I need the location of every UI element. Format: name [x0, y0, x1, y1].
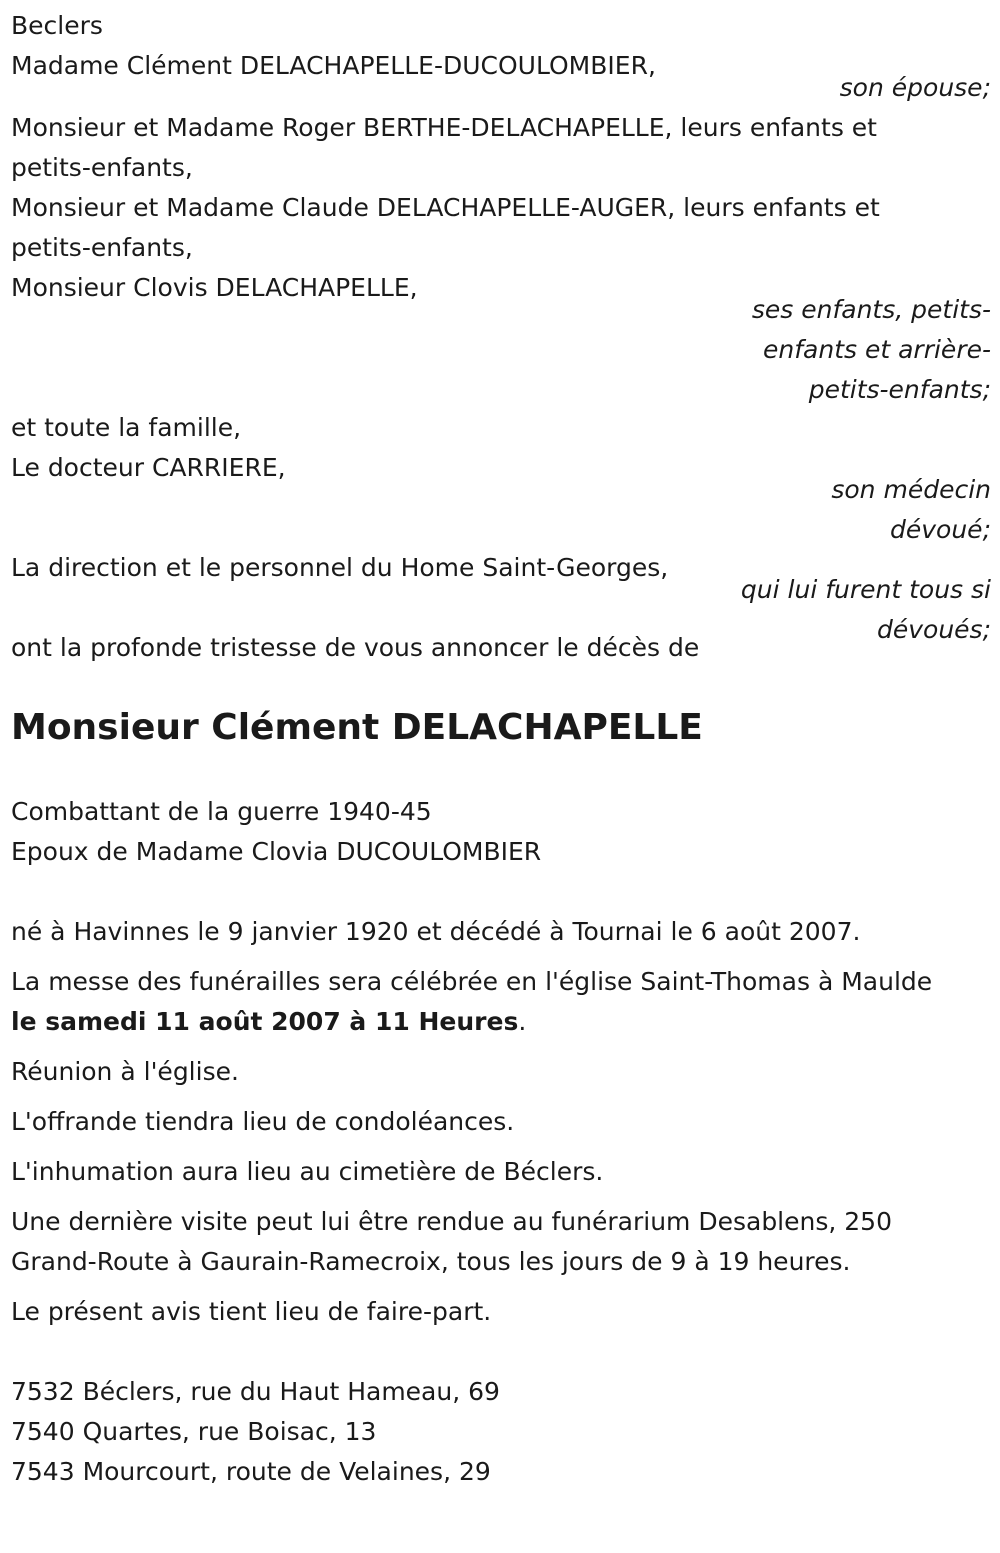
- child3: Monsieur Clovis DELACHAPELLE,: [11, 273, 418, 302]
- home-staff-row: [11, 548, 991, 644]
- children-role-line2: enfants et arrière-: [763, 335, 991, 364]
- spacer: [11, 872, 991, 912]
- home-staff: La direction et le personnel du Home Saint-Georges,: [11, 553, 669, 582]
- address-list: [11, 1372, 991, 1492]
- child1-line2: petits-enfants,: [11, 153, 193, 182]
- home-role-line1: qui lui furent tous si: [740, 575, 991, 604]
- doctor-role-line1: son médecin: [831, 475, 991, 504]
- visit-paragraph: [11, 1202, 991, 1282]
- obituary-notice: [11, 6, 991, 1492]
- header-town: Beclers: [11, 11, 103, 40]
- burial: L'inhumation aura lieu au cimetière de Béclers.: [11, 1157, 604, 1186]
- notice: Le présent avis tient lieu de faire-part.: [11, 1297, 492, 1326]
- birth-death: né à Havinnes le 9 janvier 1920 et décédé à Tournai le 6 août 2007.: [11, 917, 861, 946]
- children-role: [11, 290, 991, 410]
- mass-date: le samedi 11 août 2007 à 11 Heures: [11, 1007, 519, 1036]
- visit-line2: Grand-Route à Gaurain-Ramecroix, tous les jours de 9 à 19 heures.: [11, 1247, 851, 1276]
- child2-line2: petits-enfants,: [11, 233, 193, 262]
- deceased-line2: Epoux de Madame Clovia DUCOULOMBIER: [11, 837, 542, 866]
- home-role: [721, 570, 991, 650]
- mass-paragraph: [11, 962, 991, 1042]
- all-family: et toute la famille,: [11, 413, 242, 442]
- spacer: [11, 1342, 991, 1372]
- meeting: Réunion à l'église.: [11, 1057, 239, 1086]
- visit-line1: Une dernière visite peut lui être rendue au funérarium Desablens, 250: [11, 1207, 892, 1236]
- mass-end: .: [518, 1007, 527, 1036]
- address-item: 7540 Quartes, rue Boisac, 13: [11, 1417, 377, 1446]
- announcement: ont la profonde tristesse de vous annoncer le décès de: [11, 633, 700, 662]
- child2-line1: Monsieur et Madame Claude DELACHAPELLE-AUGER, leurs enfants et: [11, 193, 880, 222]
- children-role-line3: petits-enfants;: [808, 375, 991, 404]
- children-role-line1: ses enfants, petits-: [751, 295, 991, 324]
- address-item: 7532 Béclers, rue du Haut Hameau, 69: [11, 1377, 500, 1406]
- spouse-role: son épouse;: [839, 73, 991, 102]
- spouse-name: Madame Clément DELACHAPELLE-DUCOULOMBIER,: [11, 51, 656, 80]
- mass-date-line: [11, 1002, 991, 1042]
- address-item: 7543 Mourcourt, route de Velaines, 29: [11, 1457, 491, 1486]
- doctor-role-line2: dévoué;: [890, 515, 991, 544]
- home-role-line2: dévoués;: [876, 615, 991, 644]
- offering: L'offrande tiendra lieu de condoléances.: [11, 1107, 515, 1136]
- deceased-name: Monsieur Clément DELACHAPELLE: [11, 707, 703, 748]
- mass-text: La messe des funérailles sera célébrée en l'église Saint-Thomas à Maulde: [11, 967, 933, 996]
- deceased-line1: Combattant de la guerre 1940-45: [11, 797, 432, 826]
- child1-line1: Monsieur et Madame Roger BERTHE-DELACHAPELLE, leurs enfants et: [11, 113, 877, 142]
- doctor: Le docteur CARRIERE,: [11, 453, 286, 482]
